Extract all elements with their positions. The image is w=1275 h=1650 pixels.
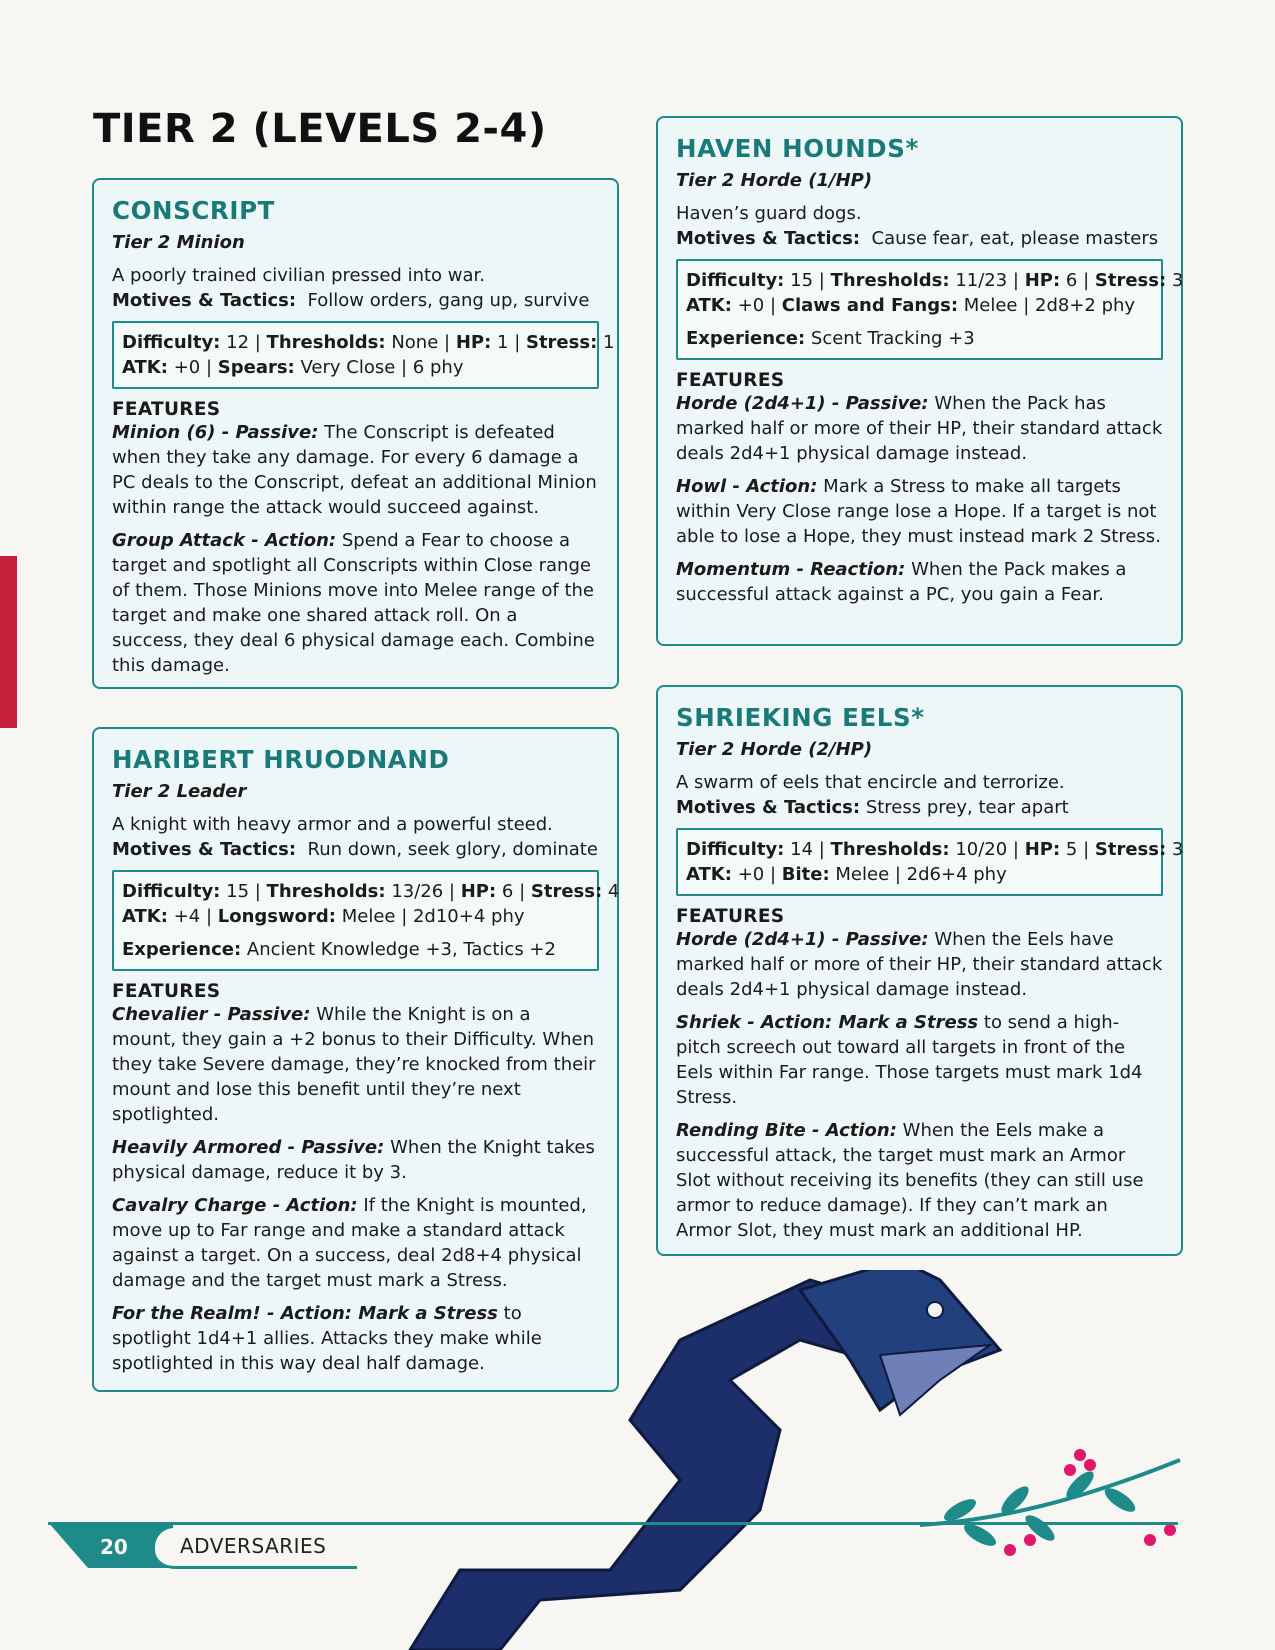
difficulty-value: 14	[790, 839, 814, 860]
adversary-name: HAVEN HOUNDS*	[676, 134, 919, 163]
hp-label: HP:	[455, 332, 492, 353]
thresholds-label: Thresholds:	[830, 839, 950, 860]
berry	[1004, 1544, 1016, 1556]
stress-label: Stress:	[1094, 270, 1167, 291]
weapon-label: Claws and Fangs:	[781, 295, 959, 316]
motives-line	[676, 795, 1163, 820]
berry-branch-illustration	[920, 1440, 1190, 1570]
adversary-tier: Tier 2 Leader	[112, 781, 247, 802]
motives-label: Motives & Tactics:	[112, 290, 297, 311]
motives-label: Motives & Tactics:	[112, 839, 297, 860]
experience-label: Experience:	[686, 328, 806, 349]
hp-label: HP:	[1024, 270, 1061, 291]
difficulty-value: 15	[790, 270, 814, 291]
stat-line-2: ATK: +4 | Longsword: Melee | 2d10+4 phy	[122, 906, 525, 927]
thresholds-value: 10/20	[955, 839, 1008, 860]
weapon-label: Spears:	[217, 357, 295, 378]
features-heading: FEATURES	[112, 981, 221, 1002]
experience-line	[122, 937, 589, 962]
feature	[676, 474, 1163, 549]
feature-name: Cavalry Charge - Action:	[112, 1195, 358, 1216]
difficulty-value: 15	[226, 881, 250, 902]
thresholds-label: Thresholds:	[266, 881, 386, 902]
feature	[676, 1118, 1163, 1243]
feature-name: Heavily Armored - Passive:	[112, 1137, 385, 1158]
experience-label: Experience:	[122, 939, 242, 960]
feature-text: When the Pack makes a successful attack against a PC, you gain a Fear.	[676, 559, 1127, 605]
thresholds-value: 13/26	[391, 881, 444, 902]
feature-name: Minion (6) - Passive:	[112, 422, 319, 443]
motives-value: Cause fear, eat, please masters	[871, 228, 1159, 249]
footer-rule	[48, 1522, 1178, 1525]
adversary-tier: Tier 2 Horde (2/HP)	[676, 739, 873, 760]
stat-line-1: Difficulty: 14 | Thresholds: 10/20 | HP: 5 | Stress: 3	[686, 839, 1184, 860]
hp-value: 1	[497, 332, 509, 353]
feature-text: When the Eels have marked half or more of their HP, their standard attack deals 2d4+1 physical damage instead.	[676, 929, 1163, 1000]
adversary-card-shrieking-eels	[656, 685, 1183, 1256]
feature-name: Horde (2d4+1) - Passive:	[676, 393, 929, 414]
feature-text: When the Knight takes physical damage, reduce it by 3.	[112, 1137, 595, 1183]
atk-label: ATK:	[686, 295, 732, 316]
difficulty-value: 12	[226, 332, 250, 353]
weapon-label: Bite:	[781, 864, 830, 885]
eel-mouth	[880, 1345, 990, 1415]
feature	[112, 420, 599, 520]
adversary-name: HARIBERT HRUODNAND	[112, 745, 450, 774]
adversary-name: CONSCRIPT	[112, 196, 275, 225]
feature-text: Spend a Fear to choose a target and spotlight all Conscripts within Close range of them. Those Minions move into Melee range of the target and make one shared attack roll. On a success, they deal 6 physical damage each. Combine this damage.	[112, 530, 595, 676]
thresholds-label: Thresholds:	[266, 332, 386, 353]
experience-line	[686, 326, 1153, 351]
thresholds-value: None	[391, 332, 439, 353]
page-number: 20	[100, 1535, 128, 1559]
difficulty-label: Difficulty:	[686, 270, 785, 291]
stress-value: 1	[603, 332, 615, 353]
weapon-value: Melee | 2d10+4 phy	[341, 906, 525, 927]
adversary-card-haven-hounds	[656, 116, 1183, 646]
hp-label: HP:	[1024, 839, 1061, 860]
atk-value: +0	[173, 357, 201, 378]
feature	[112, 1002, 599, 1127]
stress-value: 3	[1171, 270, 1184, 291]
feature-name: Howl - Action:	[676, 476, 818, 497]
chapter-tab	[0, 556, 17, 728]
difficulty-label: Difficulty:	[122, 332, 221, 353]
berry	[1024, 1534, 1036, 1546]
adversary-description: A swarm of eels that encircle and terrorize.	[676, 772, 1065, 793]
feature-text: While the Knight is on a mount, they gain a +2 bonus to their Difficulty. When they take Severe damage, they’re knocked from their mount and lose this benefit until they’re next spotlighted.	[112, 1004, 596, 1125]
stat-block	[676, 259, 1184, 360]
hp-value: 5	[1065, 839, 1078, 860]
page-title: TIER 2 (LEVELS 2-4)	[93, 106, 547, 152]
stress-label: Stress:	[1094, 839, 1167, 860]
feature-name: Group Attack - Action:	[112, 530, 337, 551]
hp-value: 6	[501, 881, 514, 902]
feature-text: If the Knight is mounted, move up to Far range and make a standard attack against a target. On a success, deal 2d8+4 physical damage and the target must mark a Stress.	[112, 1195, 587, 1291]
features-heading: FEATURES	[112, 399, 221, 420]
feature-name: Momentum - Reaction:	[676, 559, 906, 580]
weapon-value: Melee | 2d8+2 phy	[963, 295, 1136, 316]
atk-label: ATK:	[686, 864, 732, 885]
feature-text: The Conscript is defeated when they take any damage. For every 6 damage a PC deals to the Conscript, defeat an additional Minion within range the attack would succeed against.	[112, 422, 597, 518]
atk-value: +4	[173, 906, 201, 927]
motives-value: Follow orders, gang up, survive	[307, 290, 590, 311]
features-heading: FEATURES	[676, 370, 785, 391]
feature-name: For the Realm! - Action: Mark a Stress	[112, 1303, 498, 1324]
stat-line-1: Difficulty: 15 | Thresholds: 11/23 | HP: 6 | Stress: 3	[686, 270, 1184, 291]
leaf	[1101, 1484, 1139, 1516]
motives-label: Motives & Tactics:	[676, 228, 861, 249]
motives-value: Stress prey, tear apart	[865, 797, 1069, 818]
feature	[676, 391, 1163, 466]
experience-value: Ancient Knowledge +3, Tactics +2	[246, 939, 556, 960]
adversary-description: Haven’s guard dogs.	[676, 203, 862, 224]
adversary-name: SHRIEKING EELS*	[676, 703, 925, 732]
difficulty-label: Difficulty:	[122, 881, 221, 902]
hp-label: HP:	[460, 881, 497, 902]
adversary-card-conscript	[92, 178, 619, 689]
feature-text: When the Pack has marked half or more of their HP, their standard attack deals 2d4+1 physical damage instead.	[676, 393, 1163, 464]
berry	[1084, 1459, 1096, 1471]
feature-text: When the Eels make a successful attack, the target must mark an Armor Slot without receiving its benefits (they can still use armor to reduce damage). If they can’t mark an Armor Slot, they must mark an additional HP.	[676, 1120, 1144, 1241]
feature-name: Chevalier - Passive:	[112, 1004, 311, 1025]
experience-value: Scent Tracking +3	[810, 328, 975, 349]
feature-name: Rending Bite - Action:	[676, 1120, 897, 1141]
feature	[112, 1135, 599, 1185]
stress-label: Stress:	[525, 332, 598, 353]
berry	[1164, 1524, 1176, 1536]
feature-text: to send a high-pitch screech out toward all targets in front of the Eels within Far range. Those targets must mark 1d4 Stress.	[676, 1012, 1143, 1108]
motives-line	[676, 226, 1163, 251]
hp-value: 6	[1065, 270, 1078, 291]
atk-label: ATK:	[122, 357, 168, 378]
stat-line-1: Difficulty: 15 | Thresholds: 13/26 | HP: 6 | Stress: 4	[122, 881, 620, 902]
weapon-value: Melee | 2d6+4 phy	[835, 864, 1007, 885]
eel-eye	[927, 1302, 943, 1318]
berry	[1064, 1464, 1076, 1476]
stat-line-2: ATK: +0 | Spears: Very Close | 6 phy	[122, 357, 464, 378]
features-heading: FEATURES	[676, 906, 785, 927]
feature	[676, 1010, 1163, 1110]
adversary-description: A poorly trained civilian pressed into war.	[112, 265, 485, 286]
feature-text: to spotlight 1d4+1 allies. Attacks they make while spotlighted in this way deal half damage.	[112, 1303, 542, 1374]
stat-line-2: ATK: +0 | Claws and Fangs: Melee | 2d8+2 phy	[686, 295, 1136, 316]
weapon-label: Longsword:	[217, 906, 336, 927]
motives-line	[112, 288, 599, 313]
atk-value: +0	[737, 295, 765, 316]
berry	[1144, 1534, 1156, 1546]
weapon-value: Very Close | 6 phy	[300, 357, 464, 378]
feature	[676, 557, 1163, 607]
feature-name: Shriek - Action: Mark a Stress	[676, 1012, 979, 1033]
adversary-description: A knight with heavy armor and a powerful steed.	[112, 814, 553, 835]
section-label: ADVERSARIES	[180, 1534, 327, 1558]
stat-block	[112, 321, 615, 389]
stat-line-1: Difficulty: 12 | Thresholds: None | HP: 1 | Stress: 1	[122, 332, 615, 353]
atk-label: ATK:	[122, 906, 168, 927]
stress-value: 4	[607, 881, 620, 902]
feature	[112, 528, 599, 678]
atk-value: +0	[737, 864, 765, 885]
stress-label: Stress:	[530, 881, 603, 902]
stress-value: 3	[1171, 839, 1184, 860]
feature-name: Horde (2d4+1) - Passive:	[676, 929, 929, 950]
difficulty-label: Difficulty:	[686, 839, 785, 860]
berry	[1074, 1449, 1086, 1461]
adversary-tier: Tier 2 Minion	[112, 232, 245, 253]
motives-line	[112, 837, 599, 862]
adversary-tier: Tier 2 Horde (1/HP)	[676, 170, 873, 191]
feature-text: Mark a Stress to make all targets within Very Close range lose a Hope. If a target is not able to lose a Hope, they must instead mark 2 Stress.	[676, 476, 1161, 547]
motives-label: Motives & Tactics:	[676, 797, 861, 818]
stat-line-2: ATK: +0 | Bite: Melee | 2d6+4 phy	[686, 864, 1007, 885]
thresholds-label: Thresholds:	[830, 270, 950, 291]
stat-block	[676, 828, 1184, 896]
feature	[676, 927, 1163, 1002]
thresholds-value: 11/23	[955, 270, 1008, 291]
motives-value: Run down, seek glory, dominate	[307, 839, 598, 860]
stat-block	[112, 870, 620, 971]
